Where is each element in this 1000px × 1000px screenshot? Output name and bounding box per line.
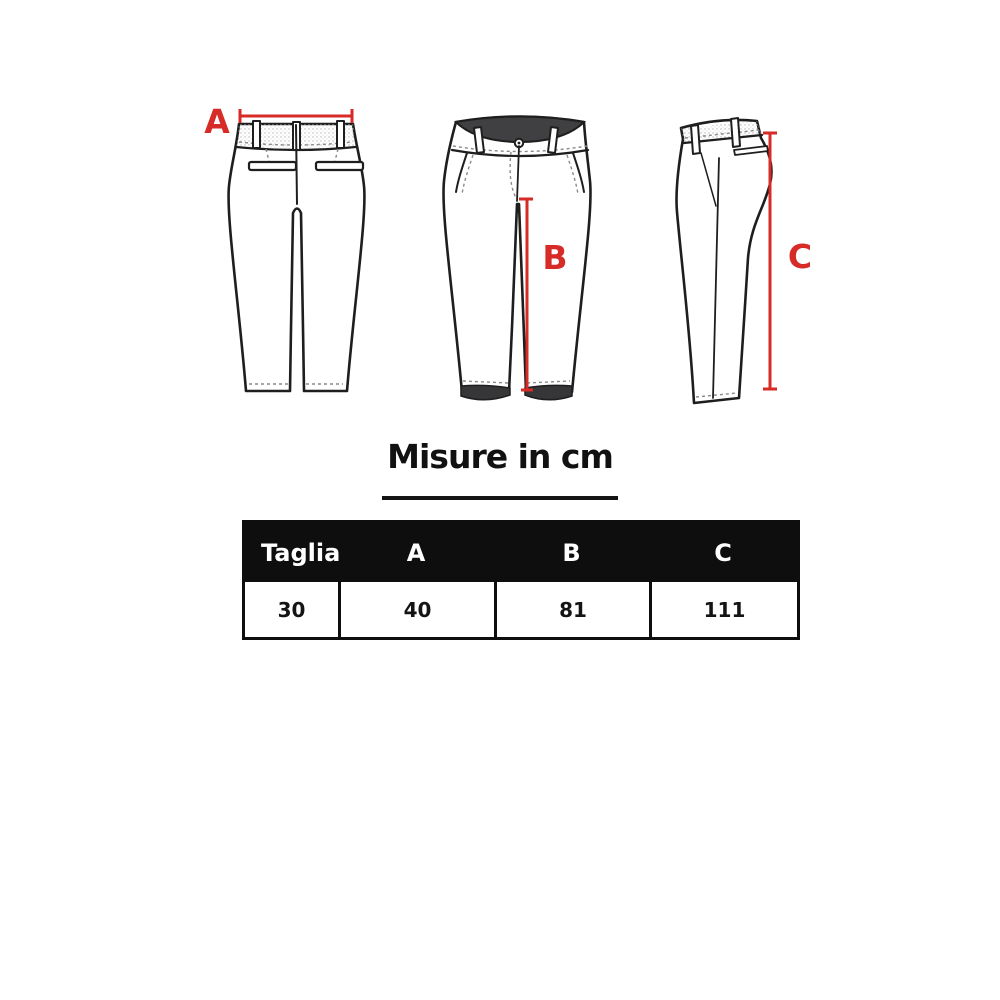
size-table-header-c: C: [714, 538, 732, 567]
title-underline: [382, 496, 618, 500]
pants-front-view-diagram: [443, 117, 590, 400]
pants-diagrams: [0, 0, 1000, 435]
side-belt-loop-right: [731, 118, 740, 147]
back-pocket-right: [316, 162, 363, 170]
size-chart-title: Misure in cm: [387, 437, 613, 476]
size-value-taglia: 30: [277, 597, 306, 622]
front-button-hole: [518, 142, 521, 145]
pants-side-view-diagram: [676, 118, 812, 403]
size-table-row-30: [245, 582, 797, 637]
back-pocket-left: [249, 162, 296, 170]
size-table-header-a: A: [406, 538, 426, 567]
front-hem-left: [461, 385, 510, 399]
size-value-b: 81: [494, 582, 649, 637]
size-table-header-taglia: Taglia: [261, 538, 341, 567]
back-belt-loop-left: [253, 121, 260, 148]
size-table-header-row: [245, 523, 797, 582]
front-hem-right: [525, 385, 572, 399]
size-value-c: 111: [649, 582, 797, 637]
size-value-a: 40: [338, 582, 494, 637]
measure-label-a: A: [204, 102, 230, 141]
size-table-header-b: B: [562, 538, 581, 567]
side-silhouette: [676, 120, 771, 403]
back-belt-loop-right: [337, 121, 344, 148]
measure-label-c: C: [787, 237, 813, 276]
measure-label-b: B: [542, 238, 568, 277]
side-belt-loop-left: [691, 125, 700, 154]
size-table: [242, 520, 800, 640]
pants-back-view-diagram: [204, 102, 364, 391]
